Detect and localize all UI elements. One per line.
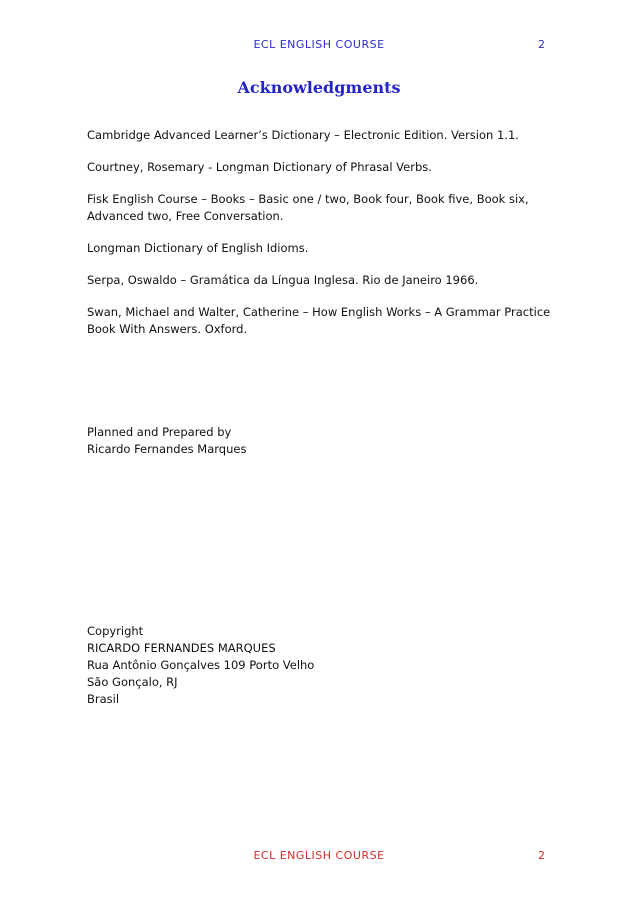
copyright-owner: RICARDO FERNANDES MARQUES [87, 641, 276, 655]
address-city: São Gonçalo, RJ [87, 675, 178, 689]
header-title: ECL ENGLISH COURSE [253, 38, 385, 51]
reference-item: Longman Dictionary of English Idioms. [87, 241, 309, 255]
reference-item: Serpa, Oswaldo – Gramática da Língua Inglesa. Rio de Janeiro 1966. [87, 273, 479, 287]
page-title: Acknowledgments [237, 78, 401, 97]
address-country: Brasil [87, 692, 120, 706]
references-list [87, 127, 557, 353]
planned-by-block [87, 424, 246, 458]
author-name: Ricardo Fernandes Marques [87, 442, 247, 456]
reference-item: Cambridge Advanced Learner’s Dictionary – Electronic Edition. Version 1.1. [87, 128, 519, 142]
footer-page-number: 2 [538, 849, 546, 862]
planned-by-label: Planned and Prepared by [87, 425, 232, 439]
copyright-block [87, 623, 314, 708]
reference-item: Courtney, Rosemary - Longman Dictionary of Phrasal Verbs. [87, 160, 432, 174]
footer-title: ECL ENGLISH COURSE [253, 849, 385, 862]
copyright-label: Copyright [87, 624, 144, 638]
reference-item: Swan, Michael and Walter, Catherine – How English Works – A Grammar Practice Book With Answers. Oxford. [87, 305, 551, 336]
reference-item: Fisk English Course – Books – Basic one / two, Book four, Book five, Book six, Advanced two, Free Conversation. [87, 192, 529, 223]
address-street: Rua Antônio Gonçalves 109 Porto Velho [87, 658, 315, 672]
header-page-number: 2 [538, 38, 546, 51]
